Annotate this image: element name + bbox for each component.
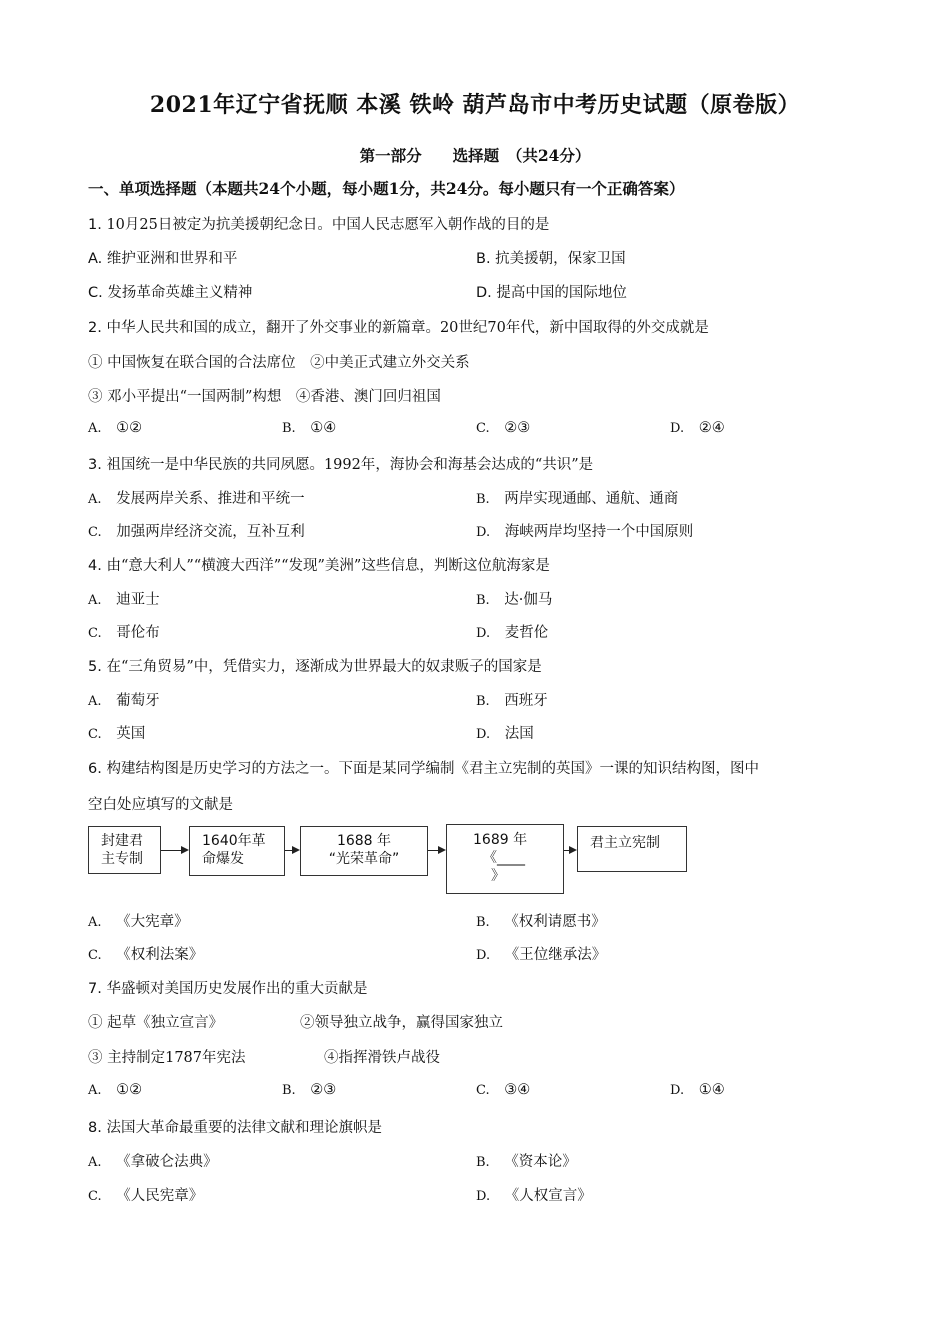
flow-box-1689-document [446, 824, 564, 894]
question-text: 10月25日被定为抗美援朝纪念日。中国人民志愿军入朝作战的目的是 [106, 217, 550, 233]
question-6-option-c[interactable] [88, 943, 203, 964]
question-number: 5. [88, 659, 102, 675]
flow-arrow [428, 850, 444, 851]
option-letter: A. [88, 694, 102, 709]
option-letter: A. [88, 915, 102, 930]
question-7-stem [88, 977, 367, 998]
option-letter: C. [88, 948, 102, 963]
option-text: 加强两岸经济交流，互补互利 [116, 524, 305, 540]
question-7-item-2: ②领导独立战争，赢得国家独立 [300, 1015, 503, 1031]
section-title: 一、单项选择题（本题共24个小题，每小题1分，共24分。每小题只有一个正确答案） [88, 179, 685, 198]
question-2-items-line-1: ① 中国恢复在联合国的合法席位 ②中美正式建立外交关系 [88, 355, 470, 371]
question-7-item-1: ① 起草《独立宣言》 [88, 1015, 224, 1031]
option-text: 迪亚士 [116, 592, 160, 608]
question-4-option-d[interactable] [476, 621, 548, 642]
question-8-option-b[interactable] [476, 1150, 577, 1171]
flow-box-blank: 《____ [483, 850, 525, 866]
option-letter: D. [476, 525, 491, 540]
flow-arrow [285, 850, 298, 851]
question-text: 在“三角贸易”中，凭借实力，逐渐成为世界最大的奴隶贩子的国家是 [106, 659, 542, 675]
option-letter: B. [476, 251, 491, 267]
option-text: ①② [116, 420, 143, 436]
question-8-option-d[interactable] [476, 1184, 592, 1205]
option-letter: A. [88, 593, 102, 608]
option-letter: B. [282, 421, 296, 436]
option-text: ①④ [310, 420, 337, 436]
question-5-option-a[interactable] [88, 689, 160, 710]
question-text: 中华人民共和国的成立，翻开了外交事业的新篇章。20世纪70年代，新中国取得的外交成就是 [106, 320, 709, 336]
question-3-option-c[interactable] [88, 520, 305, 541]
flow-box-feudal-autocracy [88, 826, 161, 874]
question-8-stem [88, 1116, 382, 1137]
option-letter: B. [476, 492, 490, 507]
option-text: 《人民宪章》 [116, 1188, 204, 1204]
question-8-option-a[interactable] [88, 1150, 218, 1171]
option-letter: C. [88, 285, 103, 301]
option-text: 《权利法案》 [116, 947, 204, 963]
question-2-option-a[interactable] [88, 420, 142, 436]
option-letter: B. [476, 915, 490, 930]
question-6-option-b[interactable] [476, 910, 606, 931]
question-1-option-a[interactable] [88, 247, 237, 268]
option-letter: C. [88, 626, 102, 641]
option-text: 麦哲伦 [504, 625, 549, 641]
option-letter: A. [88, 251, 103, 267]
option-letter: D. [476, 727, 491, 742]
option-letter: A. [88, 1083, 102, 1098]
question-number: 7. [88, 981, 102, 997]
question-6-stem [88, 757, 759, 778]
question-1-option-d[interactable] [476, 281, 627, 302]
option-text: 《大宪章》 [116, 914, 189, 930]
option-text: 《权利请愿书》 [504, 914, 606, 930]
question-7-item-3: ③ 主持制定1787年宪法 [88, 1050, 246, 1066]
option-text: ②④ [698, 420, 725, 436]
option-letter: B. [282, 1083, 296, 1098]
question-3-option-b[interactable] [476, 487, 678, 508]
question-number: 4. [88, 558, 102, 574]
option-text: 发扬革命英雄主义精神 [107, 285, 253, 301]
question-2-option-b[interactable] [282, 420, 336, 436]
option-text: ②③ [504, 420, 531, 436]
option-letter: B. [476, 694, 490, 709]
option-text: 达·伽马 [504, 592, 553, 608]
flow-box-constitutional-monarchy [577, 826, 687, 872]
question-7-item-4: ④指挥滑铁卢战役 [324, 1050, 440, 1066]
question-text: 构建结构图是历史学习的方法之一。下面是某同学编制《君主立宪制的英国》一课的知识结构图，图中 [106, 761, 759, 777]
question-6-stem-continued: 空白处应填写的文献是 [88, 797, 233, 813]
question-4-stem [88, 554, 550, 575]
flow-box-text: 君主立宪制 [590, 835, 660, 851]
flow-box-text: 封建君 [101, 833, 143, 849]
option-letter: D. [476, 626, 491, 641]
option-text: ③④ [504, 1082, 531, 1098]
option-text: 法国 [504, 726, 534, 742]
option-text: 提高中国的国际地位 [496, 285, 627, 301]
flow-box-text: 1689 年 [473, 832, 528, 848]
question-7-option-a[interactable] [88, 1082, 142, 1098]
question-6-option-a[interactable] [88, 910, 189, 931]
question-5-option-c[interactable] [88, 722, 145, 743]
option-text: 海峡两岸均坚持一个中国原则 [504, 524, 694, 540]
option-text: ②③ [310, 1082, 337, 1098]
option-text: 抗美援朝，保家卫国 [495, 251, 626, 267]
option-letter: D. [476, 948, 491, 963]
question-3-stem [88, 453, 593, 474]
option-letter: C. [88, 525, 102, 540]
part-title: 第一部分 选择题 （共24分） [359, 146, 591, 165]
question-7-option-b[interactable] [282, 1082, 336, 1098]
page-title: 2021年辽宁省抚顺 本溪 铁岭 葫芦岛市中考历史试题（原卷版） [149, 92, 801, 118]
option-text: ①④ [698, 1082, 725, 1098]
option-letter: C. [476, 1083, 490, 1098]
option-text: 两岸实现通邮、通航、通商 [504, 491, 679, 507]
option-letter: D. [476, 1189, 491, 1204]
option-letter: A. [88, 492, 102, 507]
option-letter: A. [88, 1155, 102, 1170]
question-7-option-d[interactable] [670, 1082, 725, 1098]
question-1-option-c[interactable] [88, 281, 252, 302]
flow-arrow [564, 850, 575, 851]
flow-box-text: 1640年革 [202, 833, 266, 849]
option-letter: B. [476, 1155, 490, 1170]
option-text: 《王位继承法》 [504, 947, 607, 963]
flow-box-text: “光荣革命” [328, 851, 400, 867]
question-2-option-d[interactable] [670, 420, 725, 436]
question-1-stem [88, 213, 549, 234]
flow-box-text: 命爆发 [202, 851, 244, 867]
question-5-stem [88, 655, 542, 676]
flow-box-glorious-revolution [300, 826, 428, 876]
flow-box-text: 主专制 [101, 851, 143, 867]
question-1-option-b[interactable] [476, 247, 626, 268]
question-2-items-line-2: ③ 邓小平提出“一国两制”构想 ④香港、澳门回归祖国 [88, 389, 441, 405]
option-text: ①② [116, 1082, 143, 1098]
question-number: 1. [88, 217, 102, 233]
question-number: 8. [88, 1120, 102, 1136]
question-6-option-d[interactable] [476, 943, 606, 964]
question-7-option-c[interactable] [476, 1082, 530, 1098]
option-letter: C. [88, 727, 102, 742]
question-2-stem [88, 316, 709, 337]
option-text: 发展两岸关系、推进和平统一 [116, 491, 305, 507]
option-text: 葡萄牙 [116, 693, 160, 709]
question-8-option-c[interactable] [88, 1184, 203, 1205]
question-2-option-c[interactable] [476, 420, 530, 436]
flow-box-text: 1688 年 [336, 833, 392, 849]
option-text: 《资本论》 [504, 1154, 577, 1170]
option-letter: A. [88, 421, 102, 436]
option-letter: D. [670, 1083, 685, 1098]
question-text: 祖国统一是中华民族的共同夙愿。1992年，海协会和海基会达成的“共识”是 [106, 457, 594, 473]
question-5-option-b[interactable] [476, 689, 548, 710]
question-text: 由“意大利人”“横渡大西洋”“发现”美洲”这些信息，判断这位航海家是 [106, 558, 550, 574]
question-4-option-b[interactable] [476, 588, 552, 609]
question-text: 法国大革命最重要的法律文献和理论旗帜是 [106, 1120, 382, 1136]
option-text: 《人权宣言》 [504, 1188, 592, 1204]
option-text: 维护亚洲和世界和平 [106, 251, 238, 267]
question-number: 2. [88, 320, 102, 336]
option-letter: D. [670, 421, 685, 436]
question-number: 3. [88, 457, 102, 473]
flow-box-text: 》 [491, 868, 505, 884]
option-text: 英国 [116, 726, 146, 742]
option-letter: C. [88, 1189, 102, 1204]
question-number: 6. [88, 761, 102, 777]
option-text: 哥伦布 [116, 625, 160, 641]
option-letter: D. [476, 285, 492, 301]
option-letter: B. [476, 593, 490, 608]
question-4-option-a[interactable] [88, 588, 160, 609]
question-4-option-c[interactable] [88, 621, 160, 642]
question-5-option-d[interactable] [476, 722, 534, 743]
option-letter: C. [476, 421, 490, 436]
flow-arrow [161, 850, 187, 851]
option-text: 《拿破仑法典》 [116, 1154, 218, 1170]
question-3-option-a[interactable] [88, 487, 305, 508]
question-text: 华盛顿对美国历史发展作出的重大贡献是 [106, 981, 368, 997]
flow-box-1640-revolution [189, 826, 285, 876]
question-3-option-d[interactable] [476, 520, 693, 541]
option-text: 西班牙 [504, 693, 548, 709]
